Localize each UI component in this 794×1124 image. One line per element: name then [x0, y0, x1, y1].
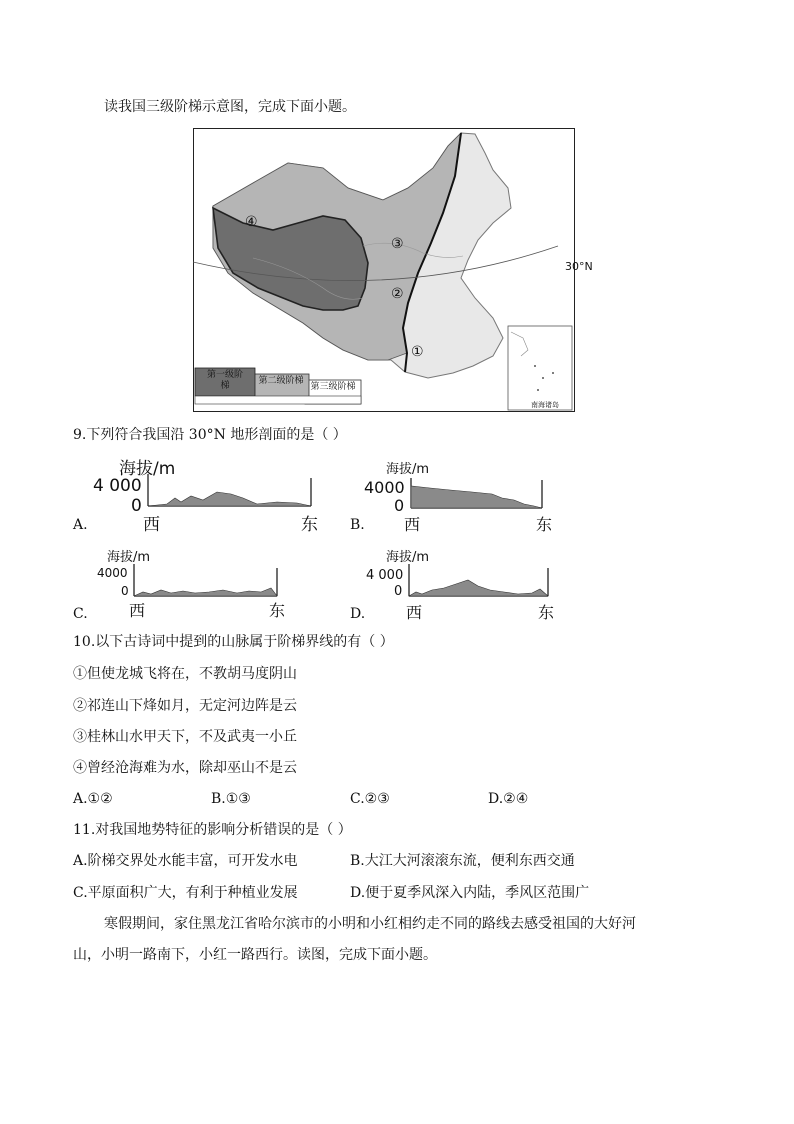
q9-d-ytick-high: 4 000 [366, 568, 404, 583]
q11-option-a: A.阶梯交界处水能丰富，可开发水电 [73, 853, 298, 869]
para2-line-1: 寒假期间，家住黑龙江省哈尔滨市的小明和小红相约走不同的路线去感受祖国的大好河 [104, 916, 636, 932]
q9-option-b [350, 452, 570, 532]
q10-line-3: ③桂林山水甲天下，不及武夷一小丘 [73, 729, 297, 745]
q9-b-west: 西 [404, 515, 421, 534]
marker-1: ① [411, 344, 424, 360]
q9-option-d [350, 542, 570, 622]
q9-c-ytick-low: 0 [121, 584, 129, 598]
q10-stem: 10.以下古诗词中提到的山脉属于阶梯界线的有（ ） [73, 634, 394, 650]
q9-a-profile [147, 474, 313, 510]
q9-b-ytick-low: 0 [394, 496, 405, 515]
q10-option-a: A.①② [73, 791, 113, 807]
q10-line-1: ①但使龙城飞将在，不教胡马度阴山 [73, 666, 297, 682]
latitude-label: 30°N [565, 260, 593, 273]
intro-text: 读我国三级阶梯示意图，完成下面小题。 [104, 99, 356, 115]
q9-d-ylabel: 海拔/m [386, 550, 430, 565]
marker-4: ④ [245, 214, 258, 230]
q9-a-ytick-low: 0 [131, 496, 142, 516]
inset-label: 南海诸岛 [531, 401, 559, 409]
legend-step3: 第三级阶梯 [310, 382, 356, 392]
q9-b-ylabel: 海拔/m [386, 462, 430, 477]
q10-line-2: ②祁连山下烽如月，无定河边阵是云 [73, 698, 297, 714]
q9-a-ytick-high: 4 000 [93, 476, 142, 496]
q9-option-a [73, 452, 323, 535]
map-svg [193, 128, 575, 412]
q9-c-east: 东 [269, 601, 286, 620]
q9-d-ytick-low: 0 [394, 584, 403, 599]
q10-option-d: D.②④ [488, 791, 529, 807]
q9-d-east: 东 [538, 603, 555, 622]
q9-c-ytick-high: 4000 [97, 566, 128, 580]
q9-stem: 9.下列符合我国沿 30°N 地形剖面的是（ ） [73, 427, 347, 443]
q10-option-b: B.①③ [211, 791, 251, 807]
marker-3: ③ [391, 236, 404, 252]
q9-b-ytick-high: 4000 [364, 478, 405, 497]
q9-a-east: 东 [301, 515, 318, 535]
q11-option-b: B.大江大河滚滚东流，便利东西交通 [350, 853, 575, 869]
q9-d-letter: D. [350, 606, 366, 622]
q9-b-east: 东 [536, 515, 553, 534]
q11-option-c: C.平原面积广大，有利于种植业发展 [73, 885, 298, 901]
q9-d-west: 西 [406, 603, 423, 622]
china-terrain-steps-map [193, 128, 593, 412]
para2-line-2: 山，小明一路南下，小红一路西行。读图，完成下面小题。 [73, 947, 437, 963]
south-china-sea-inset [508, 326, 572, 410]
q9-a-west: 西 [143, 515, 160, 535]
legend-step1: 第一级阶梯 [206, 370, 243, 391]
q9-option-c [73, 542, 293, 622]
q9-a-letter: A. [73, 517, 88, 533]
q10-option-c: C.②③ [350, 791, 390, 807]
q9-b-letter: B. [350, 517, 365, 533]
q9-b-profile [410, 478, 544, 510]
q9-c-letter: C. [73, 606, 88, 622]
q9-a-ylabel: 海拔/m [119, 459, 176, 479]
q11-option-d: D.便于夏季风深入内陆，季风区范围广 [350, 885, 590, 901]
legend-step2: 第二级阶梯 [258, 376, 304, 386]
q11-stem: 11.对我国地势特征的影响分析错误的是（ ） [73, 822, 352, 838]
q9-d-profile [408, 564, 550, 600]
q9-c-ylabel: 海拔/m [107, 550, 151, 565]
q9-c-profile [133, 564, 279, 600]
q9-c-west: 西 [129, 601, 146, 620]
marker-2: ② [391, 286, 404, 302]
q10-line-4: ④曾经沧海难为水，除却巫山不是云 [73, 760, 297, 776]
